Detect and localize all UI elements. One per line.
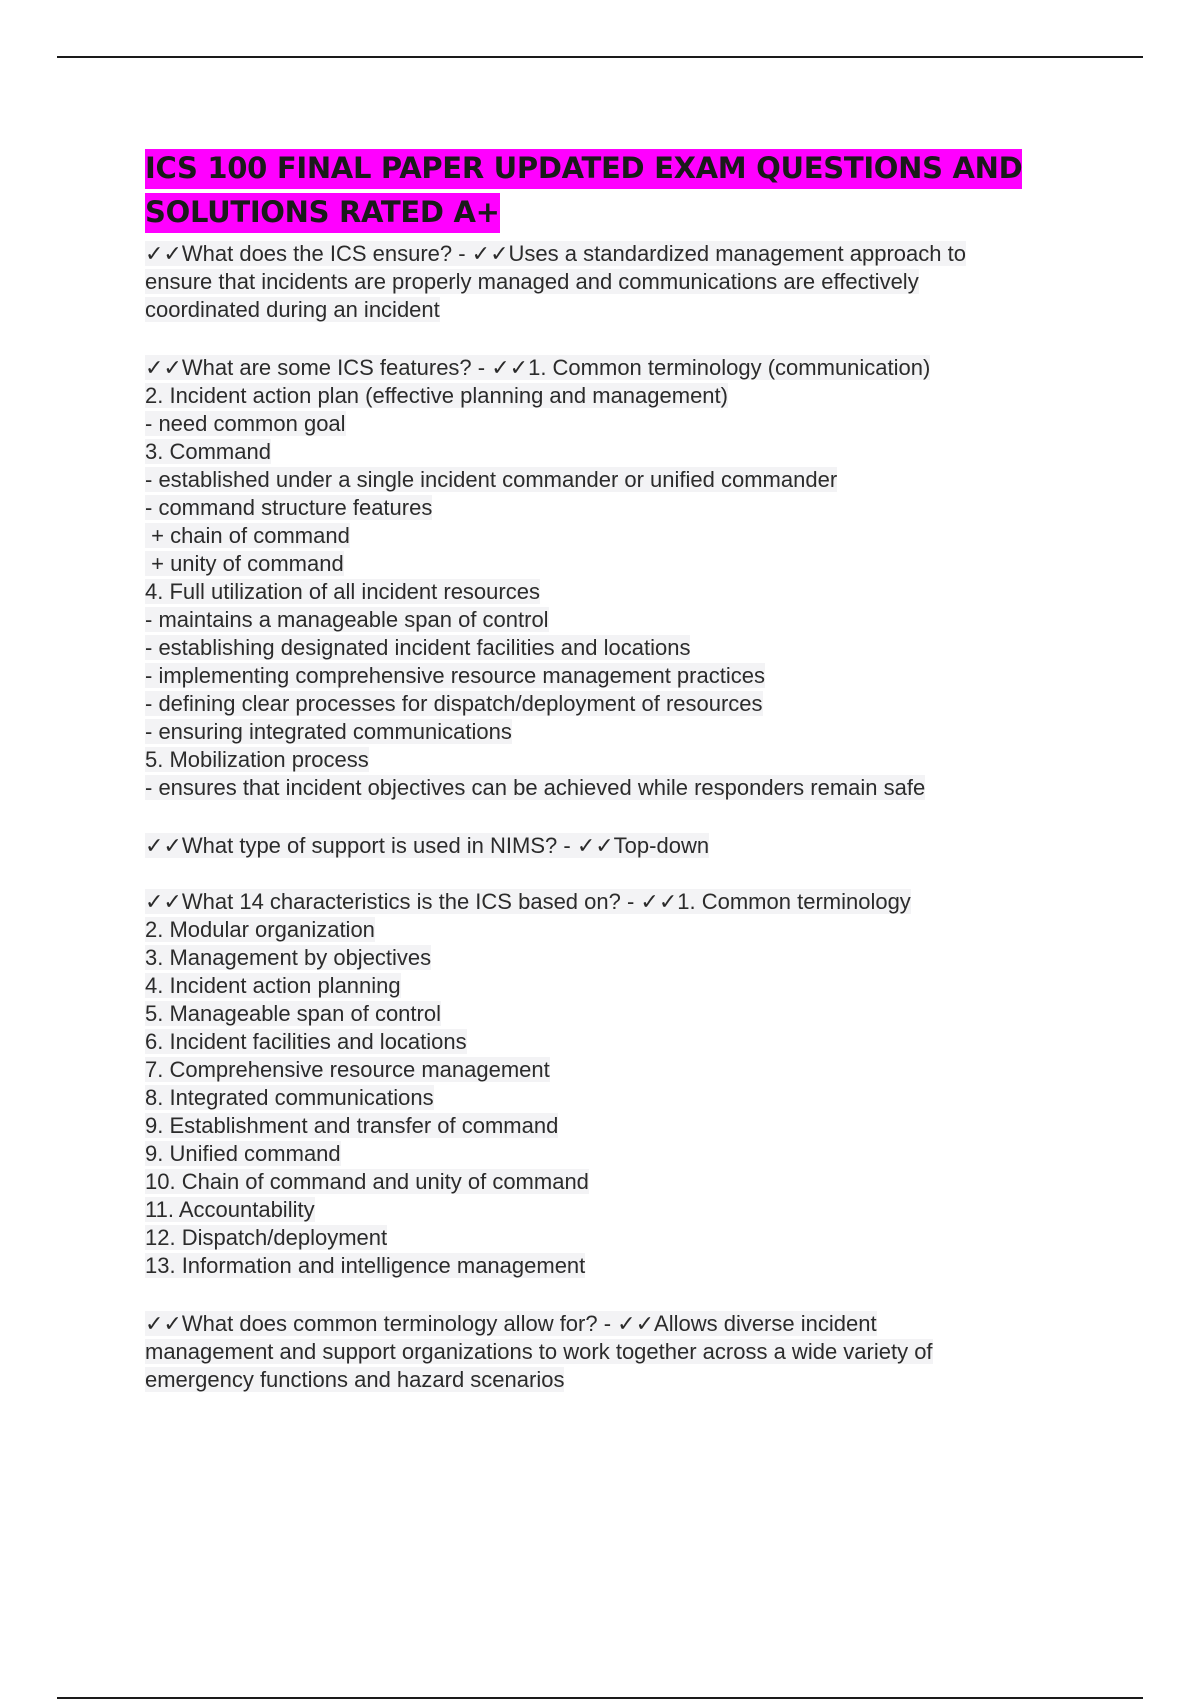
qa-line: 3. Command <box>145 439 271 464</box>
qa-line: - establishing designated incident facilities and locations <box>145 635 691 660</box>
qa-ics-ensure <box>145 240 1065 324</box>
title-line-2: SOLUTIONS RATED A+ <box>145 193 500 233</box>
qa-line: + chain of command <box>145 523 350 548</box>
qa-line: 2. Modular organization <box>145 917 375 942</box>
qa-line: ✓✓What type of support is used in NIMS? - ✓✓Top-down <box>145 833 710 858</box>
qa-line: - maintains a manageable span of control <box>145 607 549 632</box>
qa-line: 12. Dispatch/deployment <box>145 1225 388 1250</box>
qa-line: - established under a single incident commander or unified commander <box>145 467 838 492</box>
qa-line: 9. Establishment and transfer of command <box>145 1113 559 1138</box>
qa-ics-features <box>145 354 1065 802</box>
document-title <box>145 146 1065 234</box>
qa-line: - implementing comprehensive resource management practices <box>145 663 765 688</box>
qa-line: - command structure features <box>145 495 433 520</box>
document-body <box>145 146 1065 1394</box>
qa-line: ensure that incidents are properly managed and communications are effectively <box>145 269 919 294</box>
qa-line: emergency functions and hazard scenarios <box>145 1367 565 1392</box>
qa-line: - ensures that incident objectives can be achieved while responders remain safe <box>145 775 926 800</box>
qa-line: 5. Mobilization process <box>145 747 369 772</box>
qa-nims-support <box>145 832 1065 860</box>
qa-line: ✓✓What does common terminology allow for? - ✓✓Allows diverse incident <box>145 1311 877 1336</box>
qa-line: - need common goal <box>145 411 346 436</box>
qa-line: ✓✓What does the ICS ensure? - ✓✓Uses a standardized management approach to <box>145 241 966 266</box>
qa-line: - ensuring integrated communications <box>145 719 512 744</box>
qa-line: ✓✓What 14 characteristics is the ICS based on? - ✓✓1. Common terminology <box>145 889 911 914</box>
qa-line: 2. Incident action plan (effective planning and management) <box>145 383 728 408</box>
qa-line: - defining clear processes for dispatch/deployment of resources <box>145 691 763 716</box>
qa-line: 11. Accountability <box>145 1197 315 1222</box>
qa-line: + unity of command <box>145 551 344 576</box>
bottom-rule <box>57 1697 1143 1699</box>
qa-line: management and support organizations to work together across a wide variety of <box>145 1339 933 1364</box>
qa-ics-characteristics <box>145 888 1065 1280</box>
qa-line: 4. Full utilization of all incident resources <box>145 579 540 604</box>
qa-line: 6. Incident facilities and locations <box>145 1029 467 1054</box>
qa-common-terminology <box>145 1310 1065 1394</box>
qa-line: 4. Incident action planning <box>145 973 401 998</box>
qa-line: 3. Management by objectives <box>145 945 432 970</box>
qa-line: 5. Manageable span of control <box>145 1001 441 1026</box>
title-line-1: ICS 100 FINAL PAPER UPDATED EXAM QUESTIONS AND <box>145 149 1022 189</box>
qa-line: coordinated during an incident <box>145 297 440 322</box>
qa-line: 13. Information and intelligence management <box>145 1253 586 1278</box>
top-rule <box>57 56 1143 58</box>
qa-line: 9. Unified command <box>145 1141 341 1166</box>
qa-line: ✓✓What are some ICS features? - ✓✓1. Common terminology (communication) <box>145 355 931 380</box>
qa-line: 7. Comprehensive resource management <box>145 1057 550 1082</box>
qa-line: 8. Integrated communications <box>145 1085 434 1110</box>
qa-line: 10. Chain of command and unity of command <box>145 1169 589 1194</box>
